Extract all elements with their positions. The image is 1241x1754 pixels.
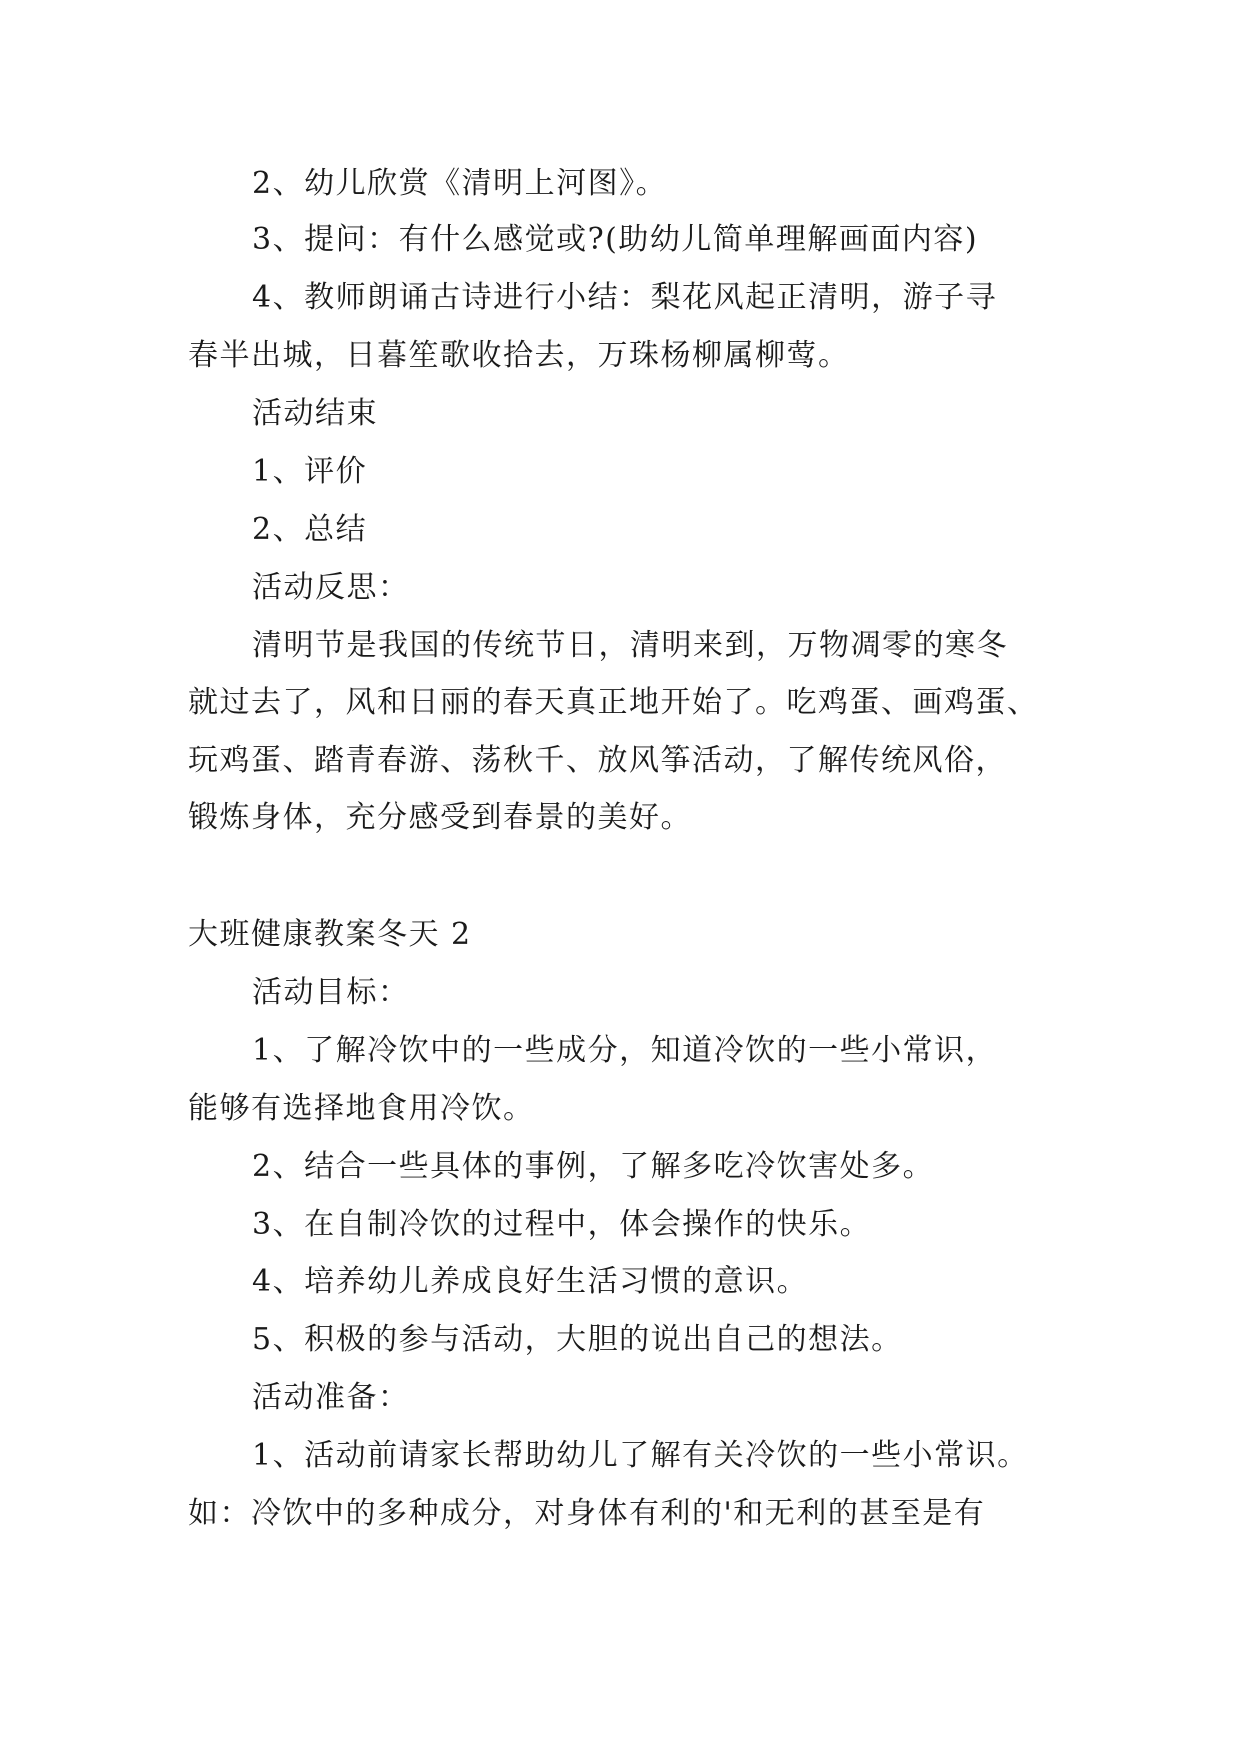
section-heading: 活动反思： [252,570,410,605]
document-title: 大班健康教案冬天 2 [188,917,472,952]
paragraph-line: 如：冷饮中的多种成分，对身体有利的'和无利的甚至是有 [188,1496,986,1531]
list-item: 5、积极的参与活动，大胆的说出自己的想法。 [252,1322,903,1357]
paragraph-line: 清明节是我国的传统节日，清明来到，万物凋零的寒冬 [252,628,1008,663]
list-item: 2、总结 [252,512,368,547]
paragraph-line: 能够有选择地食用冷饮。 [188,1091,535,1126]
paragraph-line: 玩鸡蛋、踏青春游、荡秋千、放风筝活动，了解传统风俗， [188,743,1007,778]
section-heading: 活动准备： [252,1380,410,1415]
section-heading: 活动目标： [252,975,410,1010]
section-heading: 活动结束 [252,396,378,431]
list-item: 1、评价 [252,454,368,489]
paragraph-line: 锻炼身体，充分感受到春景的美好。 [188,800,692,835]
list-item: 3、在自制冷饮的过程中，体会操作的快乐。 [252,1207,872,1242]
list-item: 1、活动前请家长帮助幼儿了解有关冷饮的一些小常识。 [252,1438,1029,1473]
list-item: 1、了解冷饮中的一些成分，知道冷饮的一些小常识， [252,1033,998,1068]
paragraph-line: 春半出城，日暮笙歌收拾去，万珠杨柳属柳莺。 [188,338,850,373]
paragraph-line: 3、提问：有什么感觉或?(助幼儿简单理解画面内容) [252,222,979,257]
list-item: 2、结合一些具体的事例，了解多吃冷饮害处多。 [252,1149,935,1184]
paragraph-line: 4、教师朗诵古诗进行小结：梨花风起正清明，游子寻 [252,280,998,315]
paragraph-line: 2、幼儿欣赏《清明上河图》。 [252,166,668,201]
list-item: 4、培养幼儿养成良好生活习惯的意识。 [252,1264,809,1299]
paragraph-line: 就过去了，风和日丽的春天真正地开始了。吃鸡蛋、画鸡蛋、 [188,685,1039,720]
